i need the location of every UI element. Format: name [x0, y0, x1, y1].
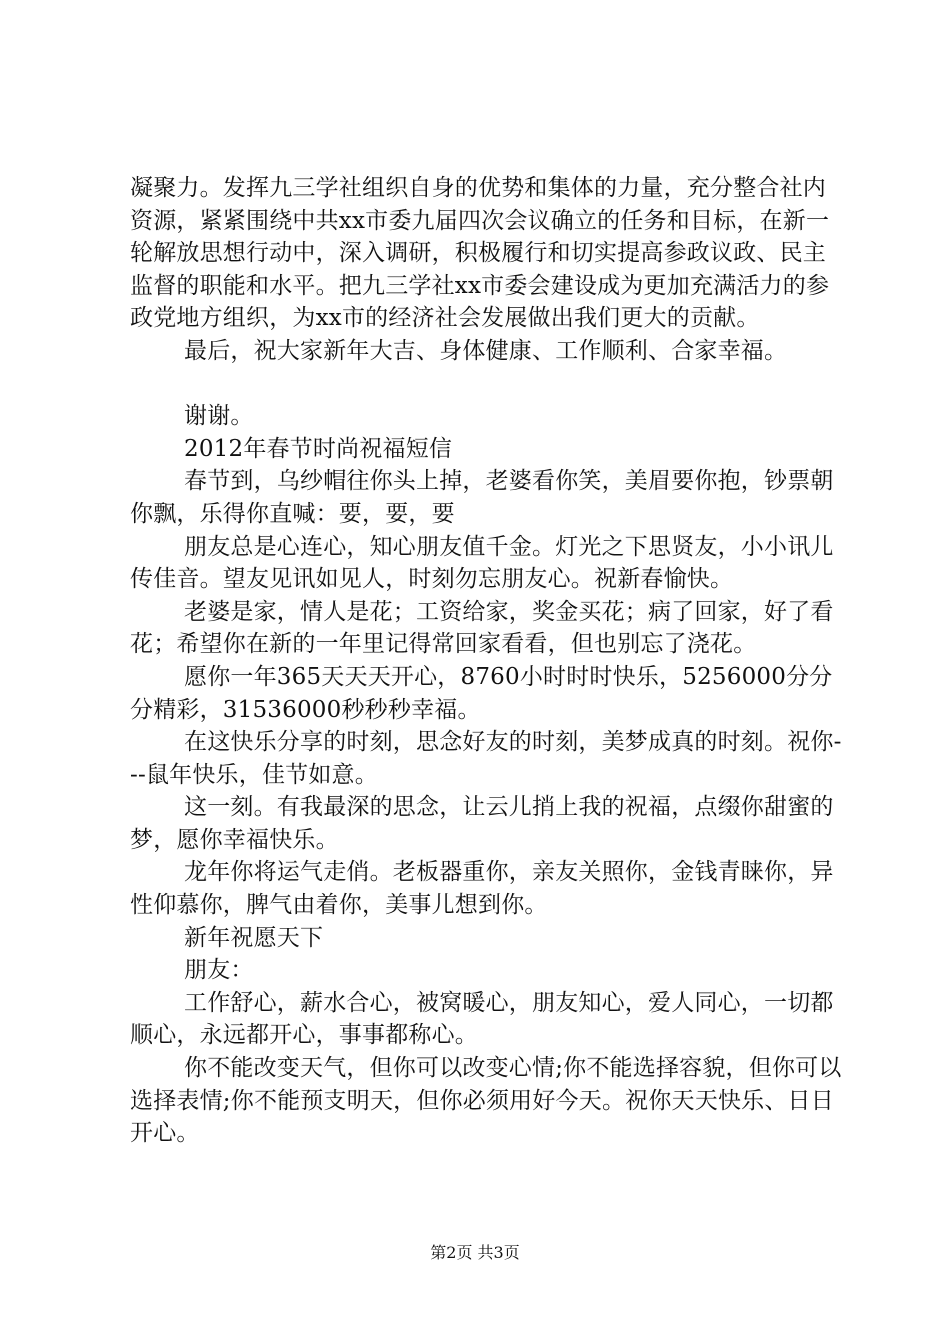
paragraph-message-7: 龙年你将运气走俏。老板器重你，亲友关照你，金钱青睐你，异性仰慕你，脾气由着你，美事儿想到你。 — [130, 859, 834, 919]
paragraph-subtitle: 新年祝愿天下 — [184, 924, 324, 951]
page-footer: 第2页 共3页 — [430, 1243, 520, 1262]
paragraph-message-1: 春节到，乌纱帽往你头上掉，老婆看你笑，美眉要你抱，钞票朝你飘，乐得你直喊：要，要，要 — [130, 468, 834, 527]
paragraph-closing-wish: 最后，祝大家新年大吉、身体健康、工作顺利、合家幸福。 — [184, 337, 788, 364]
paragraph-thanks: 谢谢。 — [184, 403, 254, 430]
paragraph-message-8: 工作舒心，薪水合心，被窝暖心，朋友知心，爱人同心，一切都顺心，永远都开心，事事都称心。 — [130, 989, 834, 1049]
section-title: 2012年春节时尚祝福短信 — [184, 435, 453, 462]
document-body — [130, 172, 842, 1150]
paragraph-salutation: 朋友： — [184, 957, 254, 984]
paragraph-message-2: 朋友总是心连心，知心朋友值千金。灯光之下思贤友，小小讯儿传佳音。望友见讯如见人，时刻勿忘朋友心。祝新春愉快。 — [130, 533, 834, 593]
paragraph-continuation: 凝聚力。发挥九三学社组织自身的优势和集体的力量，充分整合社内资源，紧紧围绕中共xx市委九届四次会议确立的任务和目标，在新一轮解放思想行动中，深入调研，积极履行和切实提高参政议政、民主监督的职能和水平。把九三学社xx市委会建设成为更加充满活力的参政党地方组织，为xx市的经济社会发展做出我们更大的贡献。 — [130, 175, 830, 332]
paragraph-message-4: 愿你一年365天天天开心，8760小时时时快乐，5256000分分分精彩，31536000秒秒秒幸福。 — [130, 663, 833, 723]
paragraph-message-6: 这一刻。有我最深的思念，让云儿捎上我的祝福，点缀你甜蜜的梦，愿你幸福快乐。 — [130, 794, 834, 853]
paragraph-message-9: 你不能改变天气，但你可以改变心情;你不能选择容貌，但你可以选择表情;你不能预支明天，但你必须用好今天。祝你天天快乐、日日开心。 — [130, 1055, 842, 1147]
paragraph-message-5: 在这快乐分享的时刻，思念好友的时刻，美梦成真的时刻。祝你---鼠年快乐，佳节如意。 — [130, 729, 842, 788]
blank-line — [130, 368, 842, 401]
paragraph-message-3: 老婆是家，情人是花；工资给家，奖金买花；病了回家，好了看花；希望你在新的一年里记得常回家看看，但也别忘了浇花。 — [130, 598, 834, 658]
